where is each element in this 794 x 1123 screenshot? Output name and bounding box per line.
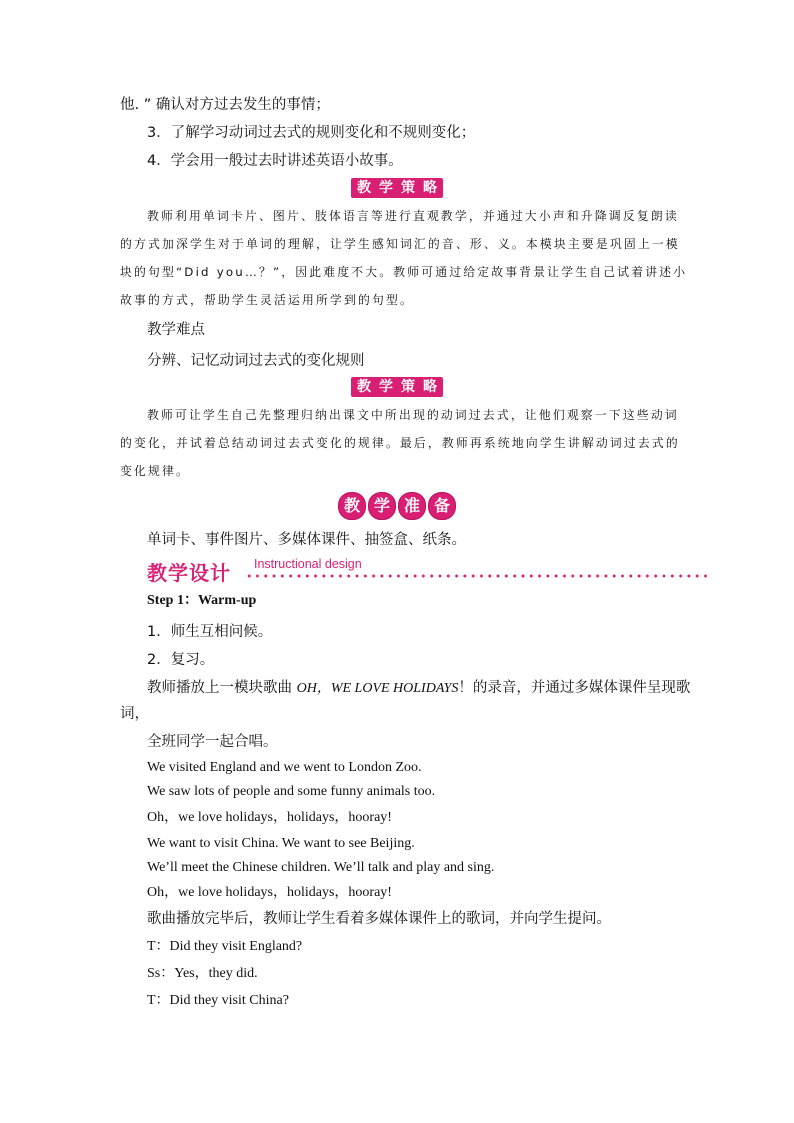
difficulty-heading: 教学难点 <box>147 322 205 338</box>
badge-char: 学 <box>368 492 396 520</box>
strategy-text-line: 的变化，并试着总结动词过去式变化的规律。最后，教师再系统地向学生讲解动词过去式的 <box>120 436 680 450</box>
badge-char: 教 <box>338 492 366 520</box>
strategy-badge <box>0 178 794 200</box>
song-title: OH，WE LOVE HOLIDAYS <box>296 681 459 696</box>
dialogue-line: Ss：Yes，they did. <box>147 966 258 981</box>
badge-char: 略 <box>423 379 437 395</box>
step-heading: Step 1：Warm-up <box>147 593 257 608</box>
step-item: 1．师生互相问候。 <box>147 624 273 640</box>
badge-char: 学 <box>379 180 393 196</box>
badge-char: 备 <box>428 492 456 520</box>
badge-char: 教 <box>357 180 371 196</box>
badge-char: 略 <box>423 180 437 196</box>
lyric-line: Oh，we love holidays，holidays，hooray! <box>147 810 392 825</box>
strategy-text-line: 故事的方式，帮助学生灵活运用所学到的句型。 <box>120 293 414 307</box>
strategy-text-line: 变化规律。 <box>120 464 190 478</box>
badge-char: 教 <box>357 379 371 395</box>
badge-char: 策 <box>401 379 415 395</box>
song-intro <box>147 678 690 699</box>
strategy-badge <box>0 377 794 399</box>
strategy-text-line: 块的句型“Did you…？”，因此难度不大。教师可通过给定故事背景让学生自己试着讲述小 <box>120 265 688 279</box>
lyric-line: We want to visit China. We want to see Beijing. <box>147 836 415 851</box>
badge-char: 学 <box>379 379 393 395</box>
design-subtitle: Instructional design <box>254 557 362 571</box>
song-intro-suffix: ！的录音，并通过多媒体课件呈现歌 <box>458 680 691 696</box>
objective-line: 他. ” 确认对方过去发生的事情； <box>120 97 330 113</box>
dotted-divider <box>245 574 709 578</box>
sing-together: 全班同学一起合唱。 <box>147 734 278 750</box>
badge-char: 策 <box>401 180 415 196</box>
lyric-line: We’ll meet the Chinese children. We’ll talk and play and sing. <box>147 860 495 875</box>
badge-char: 准 <box>398 492 426 520</box>
dialogue-line: T：Did they visit China? <box>147 993 289 1008</box>
prep-badge <box>0 492 794 522</box>
song-intro-prefix: 教师播放上一模块歌曲 <box>147 680 297 696</box>
lyric-line: We visited England and we went to London Zoo. <box>147 760 422 775</box>
strategy-text-line: 的方式加深学生对于单词的理解，让学生感知词汇的音、形、义。本模块主要是巩固上一模 <box>120 237 680 251</box>
difficulty-text: 分辨、记忆动词过去式的变化规则 <box>147 353 365 369</box>
objective-line: 4．学会用一般过去时讲述英语小故事。 <box>147 153 403 169</box>
after-song-text: 歌曲播放完毕后，教师让学生看着多媒体课件上的歌词，并向学生提问。 <box>147 911 611 927</box>
strategy-text-line: 教师可让学生自己先整理归纳出课文中所出现的动词过去式，让他们观察一下这些动词 <box>147 408 679 422</box>
objective-line: 3．了解学习动词过去式的规则变化和不规则变化； <box>147 125 476 141</box>
design-title: 教学设计 <box>147 561 231 585</box>
dialogue-line: T：Did they visit England? <box>147 939 303 954</box>
lyric-line: Oh，we love holidays，holidays，hooray! <box>147 885 392 900</box>
step-item: 2．复习。 <box>147 652 215 668</box>
song-intro-wrap: 词， <box>120 706 149 722</box>
strategy-text-line: 教师利用单词卡片、图片、肢体语言等进行直观教学，并通过大小声和升降调反复朗读 <box>147 209 679 223</box>
prep-text: 单词卡、事件图片、多媒体课件、抽签盒、纸条。 <box>147 532 466 548</box>
lyric-line: We saw lots of people and some funny animals too. <box>147 784 436 799</box>
